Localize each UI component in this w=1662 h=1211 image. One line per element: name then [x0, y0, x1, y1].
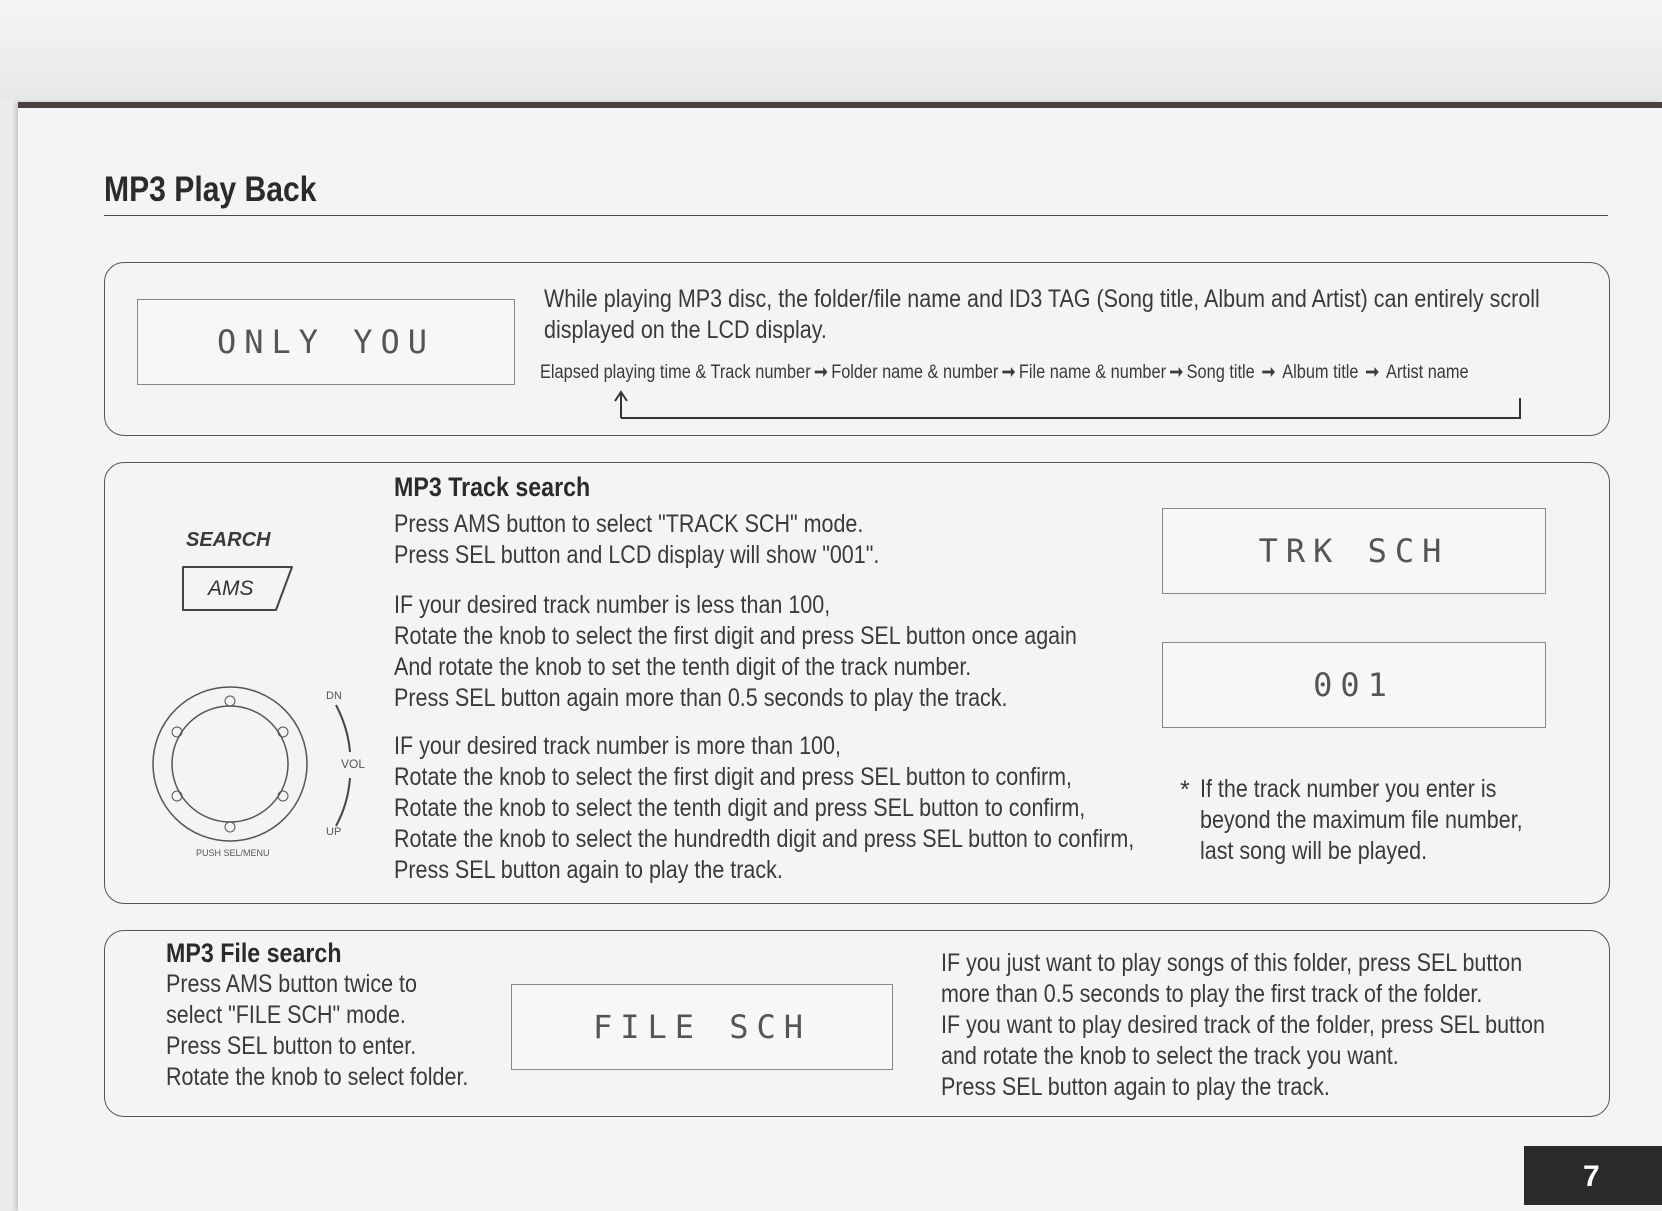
page-title: MP3 Play Back [104, 170, 317, 209]
vol-label: VOL [341, 757, 366, 771]
page-number: 7 [1583, 1160, 1600, 1193]
instruction-line: and rotate the knob to select the track you want. [941, 1042, 1399, 1070]
lcd-display-001 [1162, 642, 1546, 728]
instruction-line: Press SEL button again to play the track. [394, 856, 783, 884]
track-search-heading: MP3 Track search [394, 472, 591, 502]
instruction-line: Rotate the knob to select the hundredth digit and press SEL button to confirm, [394, 825, 1135, 853]
sequence-item: Elapsed playing time & Track number [540, 362, 811, 383]
arrow-right-icon: ➞ [1365, 362, 1380, 383]
instruction-line: Press AMS button to select "TRACK SCH" mode. [394, 510, 864, 538]
note-line: If the track number you enter is [1200, 775, 1497, 803]
ams-label: AMS [208, 577, 254, 600]
instruction-line: Rotate the knob to select the tenth digit and press SEL button to confirm, [394, 794, 1086, 822]
instruction-line: Press SEL button again more than 0.5 seconds to play the track. [394, 684, 1008, 712]
instruction-line: IF you just want to play songs of this folder, press SEL button [941, 949, 1523, 977]
lcd-display-only-you [137, 299, 515, 385]
arrow-right-icon: ➞ [1261, 362, 1276, 383]
instruction-line: Rotate the knob to select the first digit and press SEL button to confirm, [394, 763, 1073, 791]
arrow-right-icon: ➞ [814, 362, 828, 383]
push-sel-menu-label: PUSH SEL/MENU [196, 848, 270, 858]
note-line: last song will be played. [1200, 837, 1428, 865]
file-search-instructions [941, 948, 1643, 1103]
file-search-text [166, 938, 518, 1093]
track-note [1200, 774, 1575, 867]
sequence-item: Album title [1282, 362, 1359, 383]
sequence-item: Artist name [1385, 362, 1469, 383]
instruction-line: IF your desired track number is more than 100, [394, 732, 841, 760]
description-line: While playing MP3 disc, the folder/file name and ID3 TAG (Song title, Album and Artist) can entirely scroll [544, 285, 1540, 313]
track-search-text [394, 472, 1255, 886]
note-asterisk: * [1180, 776, 1190, 804]
description-line: displayed on the LCD display. [544, 316, 827, 344]
instruction-line: IF your desired track number is less than 100, [394, 591, 831, 619]
instruction-line: And rotate the knob to set the tenth digit of the track number. [394, 653, 972, 681]
lcd-display-file-sch [511, 984, 893, 1070]
arrow-right-icon: ➞ [1001, 362, 1016, 383]
sequence-item: Song title [1186, 362, 1255, 383]
title-rule [104, 215, 1608, 216]
search-label: SEARCH [186, 529, 271, 551]
instruction-line: Rotate the knob to select the first digit and press SEL button once again [394, 622, 1077, 650]
scroll-description [544, 284, 1662, 346]
note-line: beyond the maximum file number, [1200, 806, 1523, 834]
dn-label: DN [326, 690, 342, 702]
display-sequence [540, 361, 1469, 384]
instruction-line: Press AMS button twice to [166, 970, 417, 998]
lcd-text: FILE SCH [592, 1008, 812, 1046]
instruction-line: Press SEL button and LCD display will show "001". [394, 541, 880, 569]
loop-back-arrow-icon [600, 390, 1530, 420]
sequence-item: File name & number [1018, 362, 1167, 383]
file-search-heading: MP3 File search [166, 938, 342, 968]
instruction-line: IF you want to play desired track of the folder, press SEL button [941, 1011, 1545, 1039]
lcd-text: TRK SCH [1258, 532, 1450, 570]
volume-knob-icon [150, 684, 310, 844]
instruction-line: Press SEL button again to play the track. [941, 1073, 1330, 1101]
instruction-line: select "FILE SCH" mode. [166, 1001, 406, 1029]
arrow-right-icon: ➞ [1169, 362, 1184, 383]
sequence-item: Folder name & number [831, 362, 999, 383]
scan-background [0, 0, 1662, 100]
lcd-text: ONLY YOU [216, 323, 436, 361]
lcd-display-trk-sch [1162, 508, 1546, 594]
instruction-line: more than 0.5 seconds to play the first track of the folder. [941, 980, 1483, 1008]
instruction-line: Press SEL button to enter. [166, 1032, 417, 1060]
instruction-line: Rotate the knob to select folder. [166, 1063, 469, 1091]
up-label: UP [326, 826, 342, 838]
lcd-text: 001 [1313, 666, 1395, 704]
